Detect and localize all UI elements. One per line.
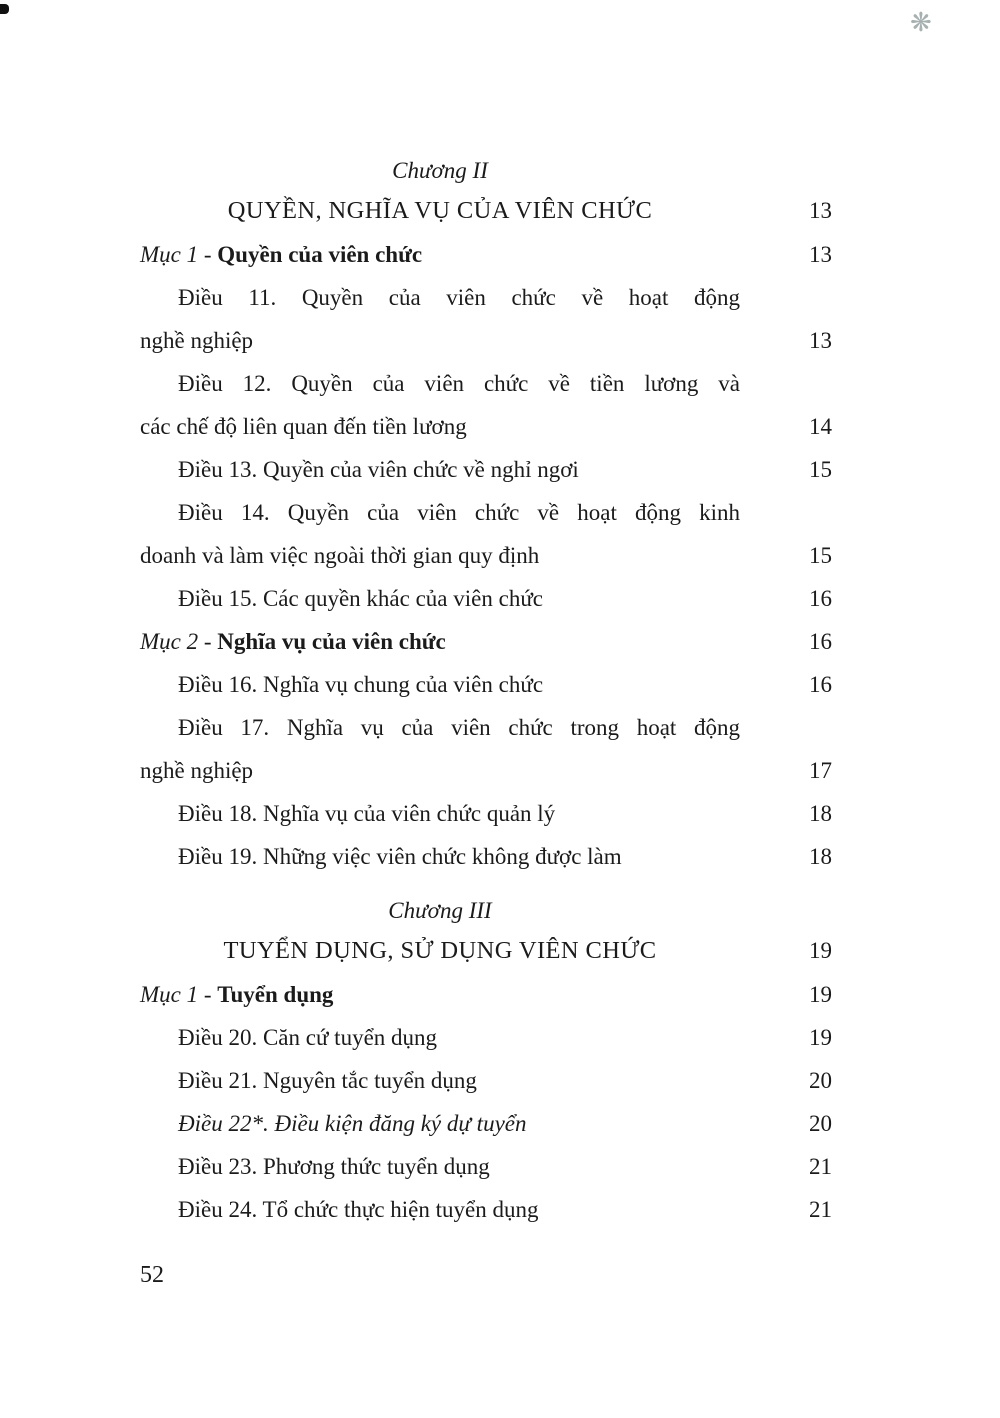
toc-heading-row — [140, 189, 832, 233]
entry-text: Điều 14. Quyền của viên chức về hoạt động kinh — [178, 500, 740, 525]
table-of-contents — [140, 152, 832, 1231]
toc-entry-row — [140, 534, 832, 577]
page-number-cell: 16 — [809, 586, 832, 611]
page-number-cell — [740, 706, 832, 749]
page-number-cell: 21 — [809, 1154, 832, 1179]
page-number-cell — [740, 276, 832, 319]
entry-text: Điều 15. Các quyền khác của viên chức — [178, 586, 543, 611]
page-number-cell: 20 — [809, 1068, 832, 1093]
page-number-cell: 15 — [809, 457, 832, 482]
toc-entry-row — [140, 405, 832, 448]
toc-chapter-row — [140, 152, 832, 189]
toc-entry-row — [140, 749, 832, 792]
page-number-cell — [740, 491, 832, 534]
page-number-cell: 15 — [809, 543, 832, 568]
toc-entry-row — [140, 1102, 832, 1145]
flower-icon: ❋ — [910, 8, 932, 37]
toc-entry-row — [140, 319, 832, 362]
entry-text: nghề nghiệp — [140, 758, 254, 783]
chapter-label: Chương II — [392, 158, 488, 183]
entry-text: các chế độ liên quan đến tiền lương — [140, 414, 467, 439]
entry-text: doanh và làm việc ngoài thời gian quy định — [140, 543, 540, 568]
page-number-cell — [740, 152, 832, 189]
page-number-cell: 20 — [809, 1111, 832, 1136]
section-prefix: Mục 2 - — [140, 629, 218, 654]
page-number-cell: 16 — [809, 629, 832, 654]
section-prefix: Mục 1 - — [140, 982, 218, 1007]
book-page-number: 52 — [140, 1262, 164, 1288]
entry-text: Điều 22*. Điều kiện đăng ký dự tuyển — [178, 1111, 527, 1136]
entry-text: Điều 19. Những việc viên chức không được làm — [178, 844, 622, 869]
entry-text: Điều 13. Quyền của viên chức về nghỉ ngơi — [178, 457, 579, 482]
page-number-cell: 19 — [809, 1025, 832, 1050]
scan-artifact — [0, 4, 9, 14]
toc-entry-row — [140, 1059, 832, 1102]
chapter-title: QUYỀN, NGHĨA VỤ CỦA VIÊN CHỨC — [227, 197, 653, 224]
page-number-cell: 17 — [809, 758, 832, 783]
section-title — [140, 620, 740, 663]
entry-text: Điều 17. Nghĩa vụ của viên chức trong hoạt động — [178, 715, 740, 740]
toc-section-row — [140, 233, 832, 276]
page-number-cell: 13 — [809, 242, 832, 267]
toc-entry-row — [140, 1016, 832, 1059]
entry-text: Điều 21. Nguyên tắc tuyển dụng — [178, 1068, 477, 1093]
chapter-label: Chương III — [388, 898, 492, 923]
page-number-cell: 19 — [809, 982, 832, 1007]
toc-entry-row — [140, 792, 832, 835]
chapter-title: TUYỂN DỤNG, SỬ DỤNG VIÊN CHỨC — [223, 937, 657, 964]
entry-text: Điều 24. Tổ chức thực hiện tuyển dụng — [178, 1197, 539, 1222]
section-name: Quyền của viên chức — [217, 242, 423, 267]
toc-section-row — [140, 973, 832, 1016]
toc-entry-row — [140, 835, 832, 878]
toc-entry-row — [140, 276, 832, 319]
entry-text: nghề nghiệp — [140, 328, 254, 353]
section-title — [140, 233, 740, 276]
toc-entry-row — [140, 362, 832, 405]
toc-section-row — [140, 620, 832, 663]
toc-entry-row — [140, 663, 832, 706]
page-number-cell: 19 — [809, 938, 832, 963]
toc-entry-row — [140, 1188, 832, 1231]
entry-text: Điều 23. Phương thức tuyển dụng — [178, 1154, 490, 1179]
page-number-cell: 13 — [809, 328, 832, 353]
toc-entry-row — [140, 448, 832, 491]
entry-text: Điều 18. Nghĩa vụ của viên chức quản lý — [178, 801, 556, 826]
page-number-cell — [740, 362, 832, 405]
toc-entry-row — [140, 491, 832, 534]
toc-entry-row — [140, 706, 832, 749]
entry-text: Điều 16. Nghĩa vụ chung của viên chức — [178, 672, 544, 697]
section-name: Nghĩa vụ của viên chức — [217, 629, 446, 654]
toc-chapter-row — [140, 892, 832, 929]
entry-text: Điều 11. Quyền của viên chức về hoạt động — [178, 285, 740, 310]
section-prefix: Mục 1 - — [140, 242, 218, 267]
section-title — [140, 973, 740, 1016]
page-number-cell: 21 — [809, 1197, 832, 1222]
page-number-cell: 13 — [809, 198, 832, 223]
toc-heading-row — [140, 929, 832, 973]
page-number-cell: 18 — [809, 844, 832, 869]
toc-entry-row — [140, 577, 832, 620]
toc-entry-row — [140, 1145, 832, 1188]
page-number-cell: 18 — [809, 801, 832, 826]
section-name: Tuyển dụng — [217, 982, 334, 1007]
page-number-cell: 16 — [809, 672, 832, 697]
entry-text: Điều 12. Quyền của viên chức về tiền lương và — [178, 371, 740, 396]
page-number-cell: 14 — [809, 414, 832, 439]
page-number-cell — [740, 892, 832, 929]
entry-text: Điều 20. Căn cứ tuyển dụng — [178, 1025, 438, 1050]
